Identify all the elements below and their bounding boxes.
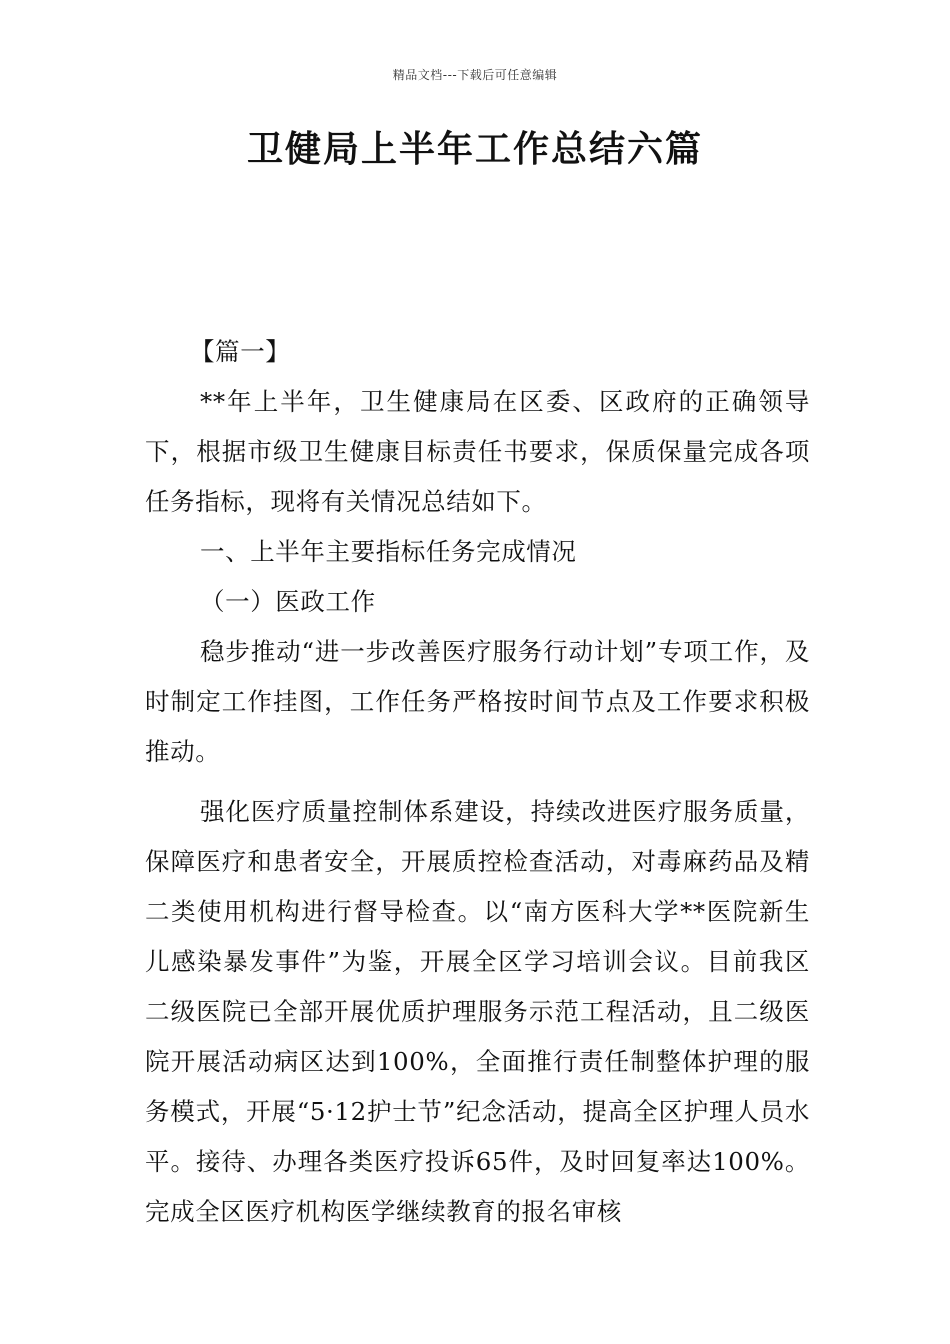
section-label: 【篇一】 [190,337,291,366]
header-note: 精品文档---下载后可任意编辑 [392,68,558,82]
document-title: 卫健局上半年工作总结六篇 [246,129,703,170]
body-paragraph: 稳步推动“进一步改善医疗服务行动计划”专项工作，及时制定工作挂图，工作任务严格按时间节点及工作要求积极推动。 [145,637,810,766]
body-paragraph: 强化医疗质量控制体系建设，持续改进医疗服务质量，保障医疗和患者安全，开展质控检查活动，对毒麻药品及精二类使用机构进行督导检查。以“南方医科大学**医院新生儿感染暴发事件”为鉴，开展全区学习培训会议。目前我区二级医院已全部开展优质护理服务示范工程活动，且二级医院开展活动病区达到100%，全面推行责任制整体护理的服务模式，开展“5·12护士节”纪念活动，提高全区护理人员水平。接待、办理各类医疗投诉65件，及时回复率达100%。完成全区医疗机构医学继续教育的报名审核 [145,797,810,1226]
paragraph-gap [145,777,810,787]
intro-paragraph: **年上半年，卫生健康局在区委、区政府的正确领导下，根据市级卫生健康目标责任书要求，保质保量完成各项任务指标，现将有关情况总结如下。 [145,387,810,516]
document-body [145,327,810,1237]
heading-level-1: 一、上半年主要指标任务完成情况 [200,537,577,566]
heading-level-2: （一）医政工作 [200,587,376,616]
